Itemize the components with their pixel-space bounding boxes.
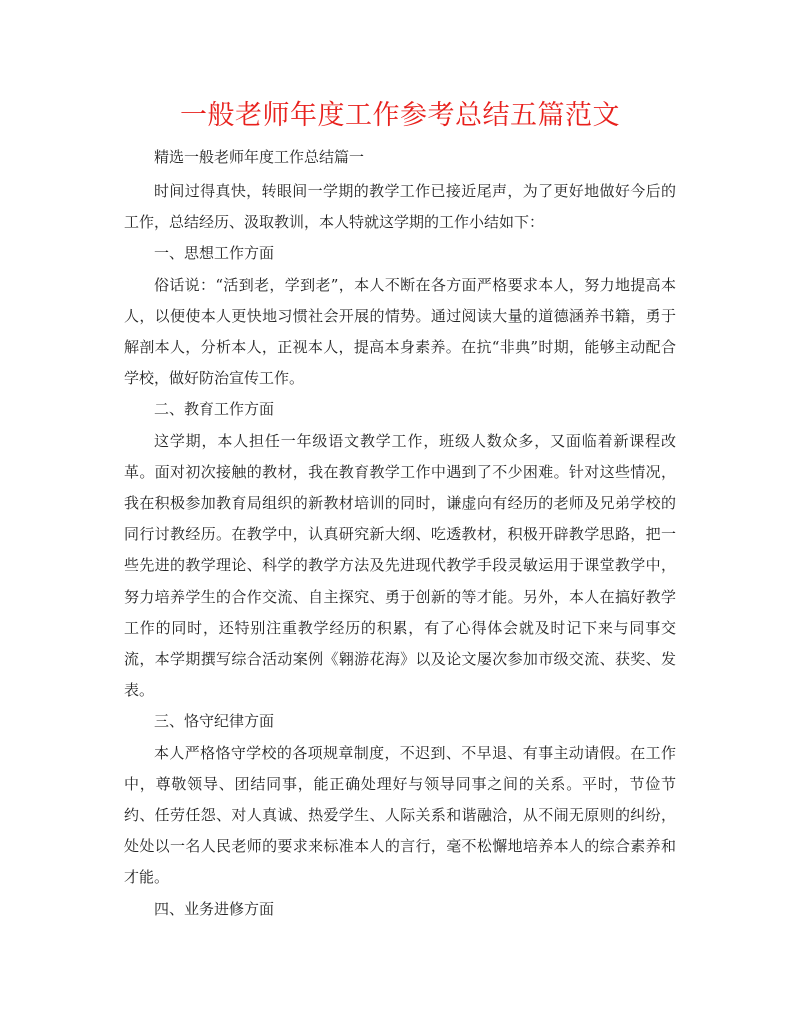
document-subtitle: 精选一般老师年度工作总结篇一 [154, 148, 365, 166]
section-body-education: 这学期，本人担任一年级语文教学工作，班级人数众多，又面临着新课程改革。面对初次接触的教材，我在教育教学工作中遇到了不少困难。针对这些情况，我在积极参加教育局组织的新教材培训的同时，谦虚向有经历的老师及兄弟学校的同行讨教经历。在教学中，认真研究新大纲、吃透教材，积极开辟教学思路，把一些先进的教学理论、科学的教学方法及先进现代教学手段灵敏运用于课堂教学中，努力培养学生的合作交流、自主探究、勇于创新的等才能。另外，本人在搞好教学工作的同时，还特别注重教学经历的积累，有了心得体会就及时记下来与同事交流，本学期撰写综合活动案例《翱游花海》以及论文屡次参加市级交流、获奖、发表。 [124, 431, 676, 700]
intro-paragraph: 时间过得真快，转眼间一学期的教学工作已接近尾声，为了更好地做好今后的工作，总结经历、汲取教训，本人特就这学期的工作小结如下： [124, 182, 676, 232]
section-body-discipline: 本人严格恪守学校的各项规章制度，不迟到、不早退、有事主动请假。在工作中，尊敬领导、团结同事，能正确处理好与领导同事之间的关系。平时，节俭节约、任劳任怨、对人真诚、热爱学生、人际关系和谐融洽，从不闹无原则的纠纷，处处以一名人民老师的要求来标准本人的言行，毫不松懈地培养本人的综合素养和才能。 [124, 743, 676, 887]
section-heading-education: 二、教育工作方面 [154, 400, 275, 419]
section-heading-thought: 一、思想工作方面 [154, 244, 275, 263]
section-heading-study: 四、业务进修方面 [154, 899, 275, 918]
section-body-thought: 俗话说：“活到老，学到老”，本人不断在各方面严格要求本人，努力地提高本人，以便使本人更快地习惯社会开展的情势。通过阅读大量的道德涵养书籍，勇于解剖本人，分析本人，正视本人，提高本身素养。在抗“非典”时期，能够主动配合学校，做好防治宣传工作。 [124, 275, 676, 388]
document-page [124, 96, 676, 925]
document-title: 一般老师年度工作参考总结五篇范文 [180, 100, 620, 131]
section-heading-discipline: 三、恪守纪律方面 [154, 712, 275, 731]
